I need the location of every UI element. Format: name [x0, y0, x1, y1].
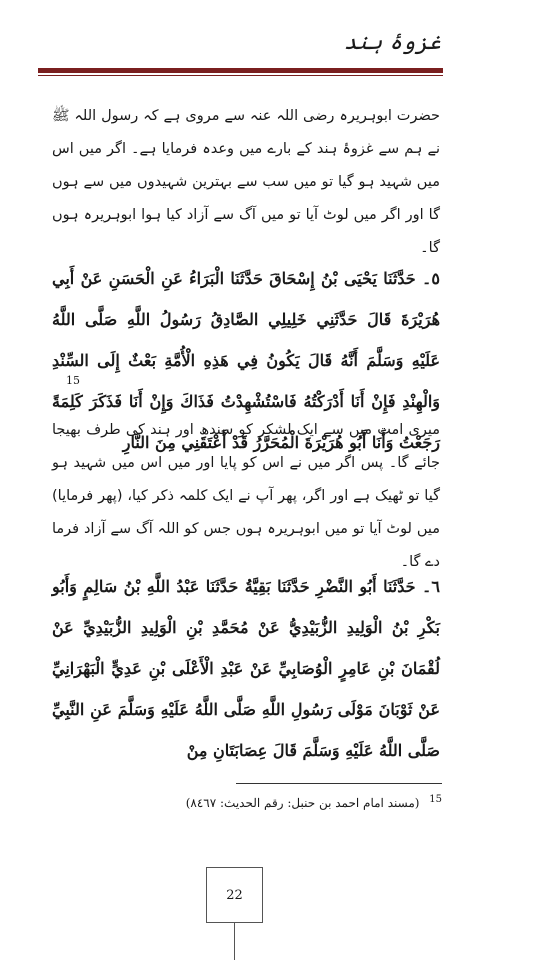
page-number-box [206, 867, 263, 923]
footnote [186, 794, 442, 810]
footnote-marker[interactable]: 15 [66, 374, 80, 387]
urdu-paragraph-1: حضرت ابوہریرہ رضی اللہ عنہ سے مروی ہے کہ رسول اللہ ﷺ نے ہم سے غزوۂ ہند کے بارے میں وعدہ فرمایا ہے۔ اگر میں اس میں شہید ہو گیا تو میں سب سے بہترین شہیدوں میں سے ہوں گا اور اگر میں لوٹ آیا تو میں آگ سے آزاد کیا ہوا ابوہریرہ ہوں گا۔ [52, 108, 440, 256]
page-number-stem [234, 923, 235, 960]
running-header-title: غزوۂ ہند [343, 30, 441, 55]
hadith-6-arabic-text: ٦۔ حَدَّثَنَا أَبُو النَّضْرِ حَدَّثَنَا بَقِيَّةُ حَدَّثَنَا عَبْدُ اللَّهِ بْنُ سَالِمٍ وَأَبُو بَكْرِ بْنُ الْوَلِيدِ الزُّبَيْدِيُّ عَنْ مُحَمَّدِ بْنِ الْوَلِيدِ الزُّبَيْدِيِّ عَنْ لُقْمَانَ بْنِ عَامِرٍ الْوُصَابِيِّ عَنْ عَبْدِ الْأَعْلَى بْنِ عَدِيٍّ الْبَهْرَانِيِّ عَنْ ثَوْبَانَ مَوْلَى رَسُولِ اللَّهِ صَلَّى اللَّهُ عَلَيْهِ وَسَلَّمَ عَنِ النَّبِيِّ صَلَّى اللَّهُ عَلَيْهِ وَسَلَّمَ قَالَ عِصَابَتَانِ مِنْ [52, 577, 440, 760]
header-rule-thin [38, 75, 443, 76]
hadith-5-arabic-text: ٥۔ حَدَّثَنَا يَحْيَى بْنُ إِسْحَاقَ حَدَّثَنَا الْبَرَاءُ عَنِ الْحَسَنِ عَنْ أَبِي هُرَيْرَةَ قَالَ حَدَّثَنِي خَلِيلِي الصَّادِقُ رَسُولُ اللَّهِ صَلَّى اللَّهُ عَلَيْهِ وَسَلَّمَ أَنَّهُ قَالَ يَكُونُ فِي هَذِهِ الْأُمَّةِ بَعْثٌ إِلَى السِّنْدِ وَالْهِنْدِ فَإِنْ أَنَا أَدْرَكْتُهُ فَاسْتُشْهِدْتُ فَذَاكَ وَإِنْ أَنَا فَذَكَرَ كَلِمَةً رَجَعْتُ وَأَنَا أَبُو هُرَيْرَةَ الْمُحَرَّرُ قَدْ أَعْتَقَنِي مِنَ النَّارِ [52, 269, 440, 452]
header-rule [38, 68, 443, 73]
footnote-divider [236, 783, 442, 784]
page-number: 22 [226, 887, 243, 903]
footnote-number: 15 [429, 794, 442, 805]
footnote-citation: (مسند امام احمد بن حنبل: رقم الحدیث: ٨٤٦٧) [185, 796, 420, 810]
urdu-paragraph-2: میری امت میں سے ایک لشکر کو سندھ اور ہند کی طرف بھیجا جائے گا۔ پس اگر میں نے اس کو پایا اور میں اس میں شہید ہو گیا تو ٹھیک ہے اور اگر، پھر آپ نے ایک کلمہ ذکر کیا، (پھر فرمایا) میں لوٹ آیا تو میں ابوہریرہ ہوں جس کو اللہ آگ سے آزاد فرما دے گا۔ [52, 422, 440, 570]
